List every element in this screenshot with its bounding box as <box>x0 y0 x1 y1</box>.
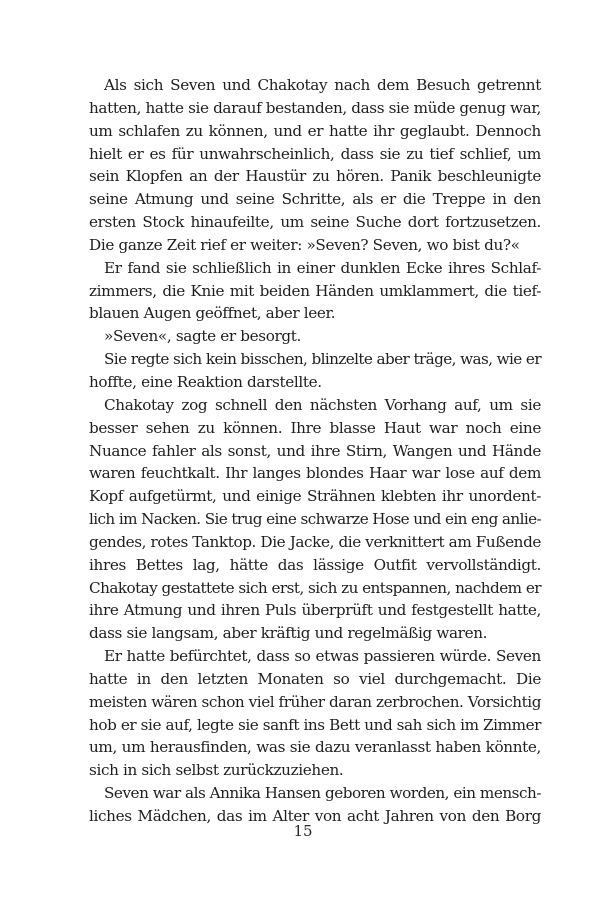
page-number: 15 <box>293 822 313 840</box>
text-line: hielt er es für unwahrscheinlich, dass sie zu tief schlief, um <box>89 144 541 163</box>
text-line: »Seven«, sagte er besorgt. <box>104 327 302 346</box>
text-line: Chakotay gestattete sich erst, sich zu entspannen, nachdem er <box>89 578 541 597</box>
text-line: lich im Nacken. Sie trug eine schwarze Hose und ein eng anlie- <box>89 510 541 529</box>
text-line: besser sehen zu können. Ihre blasse Haut war noch eine <box>89 418 541 437</box>
paragraph <box>89 348 541 394</box>
paragraph <box>89 257 541 326</box>
text-line: sich in sich selbst zurückzuziehen. <box>89 761 344 780</box>
text-line: liches Mädchen, das im Alter von acht Jahren von den Borg <box>89 807 541 825</box>
page-body-text <box>89 74 541 828</box>
text-line: dass sie langsam, aber kräftig und regelmäßig waren. <box>89 624 488 643</box>
text-line: blauen Augen geöffnet, aber leer. <box>89 304 336 323</box>
text-line: zimmers, die Knie mit beiden Händen umklammert, die tief- <box>89 281 541 300</box>
paragraph <box>89 394 541 645</box>
text-line: Die ganze Zeit rief er weiter: »Seven? Seven, wo bist du?« <box>89 235 520 254</box>
text-line: gendes, rotes Tanktop. Die Jacke, die verknittert am Fußende <box>89 532 541 551</box>
text-line: Er hatte befürchtet, dass so etwas passieren würde. Seven <box>104 647 541 666</box>
paragraph <box>89 74 541 257</box>
text-line: sein Klopfen an der Haustür zu hören. Panik beschleunigte <box>89 167 541 186</box>
text-line: hatte in den letzten Monaten so viel durchgemacht. Die <box>89 669 541 688</box>
text-line: Seven war als Annika Hansen geboren worden, ein mensch- <box>104 784 541 803</box>
paragraph <box>89 782 541 828</box>
text-line: waren feuchtkalt. Ihr langes blondes Haar war lose auf dem <box>89 464 541 483</box>
text-line: ihre Atmung und ihren Puls überprüft und festgestellt hatte, <box>89 601 541 620</box>
text-line: seine Atmung und seine Schritte, als er die Treppe in den <box>89 190 541 209</box>
text-line: Als sich Seven und Chakotay nach dem Besuch getrennt <box>104 76 541 94</box>
paragraph <box>89 325 541 348</box>
text-line: Kopf aufgetürmt, und einige Strähnen klebten ihr unordent- <box>89 487 541 506</box>
text-line: um, um herausfinden, was sie dazu veranlasst haben könnte, <box>89 738 541 757</box>
text-line: Er fand sie schließlich in einer dunklen Ecke ihres Schlaf- <box>104 258 541 277</box>
text-line: hoffte, eine Reaktion darstellte. <box>89 372 322 391</box>
text-line: Sie regte sich kein bisschen, blinzelte aber träge, was, wie er <box>104 350 541 369</box>
text-line: ersten Stock hinaufeilte, um seine Suche dort fortzusetzen. <box>89 213 541 232</box>
text-line: ihres Bettes lag, hätte das lässige Outfit vervollständigt. <box>89 555 541 574</box>
text-line: hob er sie auf, legte sie sanft ins Bett und sah sich im Zimmer <box>89 715 541 734</box>
text-line: Nuance fahler als sonst, und ihre Stirn, Wangen und Hände <box>89 441 541 460</box>
text-line: um schlafen zu können, und er hatte ihr geglaubt. Dennoch <box>89 121 541 140</box>
paragraph <box>89 645 541 782</box>
text-line: hatten, hatte sie darauf bestanden, dass sie müde genug war, <box>89 98 541 117</box>
text-line: meisten wären schon viel früher daran zerbrochen. Vorsichtig <box>89 692 541 711</box>
text-line: Chakotay zog schnell den nächsten Vorhang auf, um sie <box>104 395 541 414</box>
